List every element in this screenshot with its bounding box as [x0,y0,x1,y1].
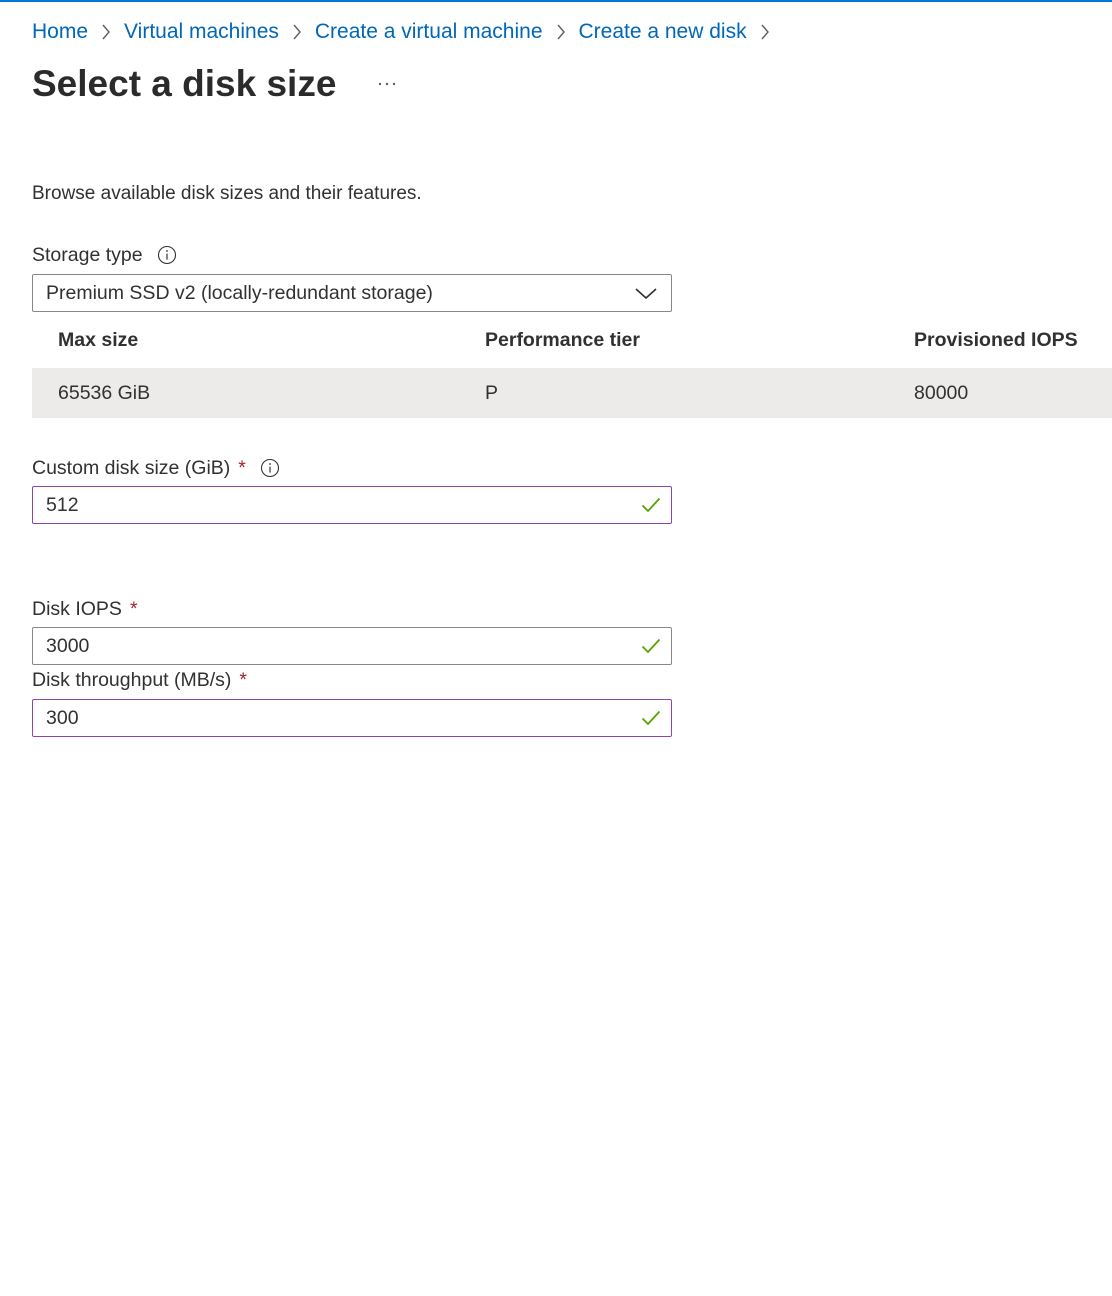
info-icon[interactable] [260,458,280,478]
info-icon[interactable] [157,245,177,265]
custom-disk-size-input[interactable] [33,487,671,523]
storage-type-label [32,242,177,268]
breadcrumb-home[interactable]: Home [32,20,89,43]
storage-type-label-text: Storage type [32,243,143,266]
checkmark-icon [641,709,661,727]
page-description: Browse available disk sizes and their features. [32,183,422,204]
disk-iops-input[interactable] [33,628,671,664]
cell-performance-tier: P [485,382,499,404]
disk-iops-label [32,596,138,622]
breadcrumb [32,18,783,46]
disk-throughput-input[interactable] [33,700,671,736]
chevron-right-icon [279,18,315,46]
checkmark-icon [641,496,661,514]
column-header-performance-tier: Performance tier [485,329,640,351]
disk-size-table [32,318,1112,418]
disk-throughput-label [32,667,247,693]
table-header [32,318,1112,368]
column-header-provisioned-iops: Provisioned IOPS [914,329,1078,351]
storage-type-selected-value: Premium SSD v2 (locally-redundant storage) [46,281,433,304]
chevron-right-icon [747,18,783,46]
chevron-right-icon [543,18,579,46]
storage-type-dropdown[interactable] [32,274,672,312]
column-header-max-size: Max size [58,329,139,351]
breadcrumb-create-virtual-machine[interactable]: Create a virtual machine [314,20,543,43]
checkmark-icon [641,637,661,655]
title-row [32,60,400,108]
more-options-icon[interactable] [374,71,400,97]
cell-max-size: 65536 GiB [58,382,151,404]
chevron-right-icon [88,18,124,46]
disk-throughput-label-text: Disk throughput (MB/s) [32,668,232,691]
page-title: Select a disk size [32,63,337,104]
required-marker: * [238,456,246,479]
top-accent-bar [0,0,1112,2]
required-marker: * [129,597,138,620]
custom-disk-size-label [32,455,280,481]
required-marker: * [239,668,247,691]
table-row[interactable] [32,368,1112,418]
cell-provisioned-iops: 80000 [914,382,969,404]
custom-disk-size-label-text: Custom disk size (GiB) [32,456,231,479]
custom-disk-size-field [32,486,672,524]
disk-iops-label-text: Disk IOPS [32,597,122,620]
disk-throughput-field [32,699,672,737]
disk-iops-field [32,627,672,665]
breadcrumb-virtual-machines[interactable]: Virtual machines [124,20,279,43]
breadcrumb-create-new-disk[interactable]: Create a new disk [578,20,747,43]
chevron-down-icon [635,285,657,301]
